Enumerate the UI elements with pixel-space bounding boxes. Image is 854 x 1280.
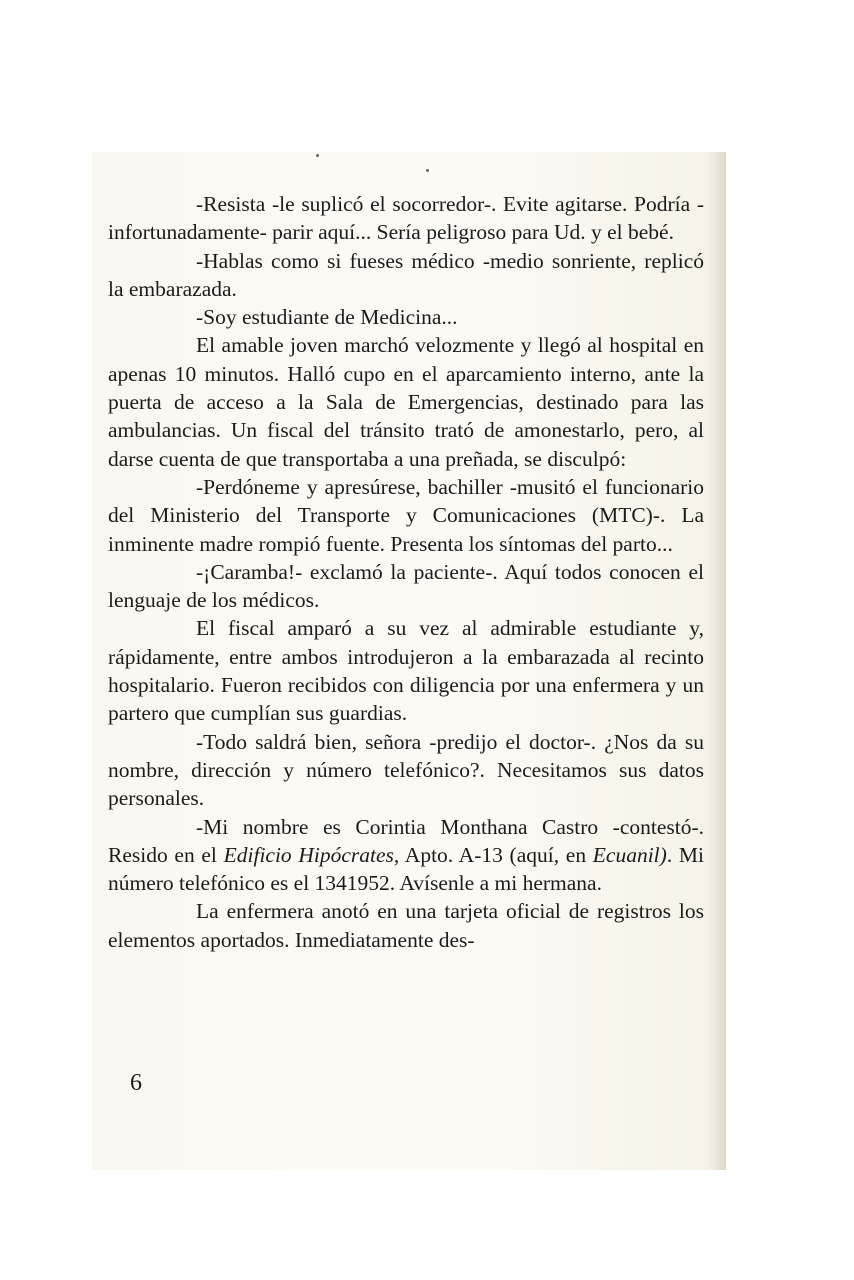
text-run: , Apto. A-13 (aquí, en	[393, 842, 593, 867]
paragraph: -Hablas como si fueses médico -medio sonriente, replicó la embarazada.	[108, 248, 704, 301]
paragraph: La enfermera anotó en una tarjeta oficial de registros los elementos aportados. Inmediatamente des-	[108, 899, 704, 952]
page-number: 6	[130, 1070, 142, 1096]
paragraph: -Resista -le suplicó el socorredor-. Evite agitarse. Podría -infortunadamente- parir aquí... Sería peligroso para Ud. y el bebé.	[108, 192, 704, 245]
paragraph: El amable joven marchó velozmente y llegó al hospital en apenas 10 minutos. Halló cupo en el aparcamiento interno, ante la puerta de acceso a la Sala de Emergencias, destinado para las ambulancias. Un fiscal del tránsito trató de amonestarlo, pero, al darse cuenta de que transportaba a una preñada, se disculpó:	[108, 333, 704, 471]
print-speck	[426, 169, 429, 172]
paragraph: El fiscal amparó a su vez al admirable estudiante y, rápidamente, entre ambos introdujeron a la embarazada al recinto hospitalario. Fueron recibidos con diligencia por una enfermera y un partero que cumplían sus guardias.	[108, 616, 704, 726]
paragraph: -Perdóneme y apresúrese, bachiller -musitó el funcionario del Ministerio del Transporte y Comunicaciones (MTC)-. La inminente madre rompió fuente. Presenta los síntomas del parto...	[108, 474, 704, 556]
text-run: . Mi número telefónico es el 1341952. Avísenle a mi hermana.	[108, 842, 704, 896]
text-run: -Mi nombre es Corintia Monthana Castro -contestó-. Resido en el	[108, 814, 704, 867]
paragraph: -Todo saldrá bien, señora -predijo el doctor-. ¿Nos da su nombre, dirección y número telefónico?. Necesitamos sus datos personales.	[108, 729, 704, 811]
paper-edge-shadow	[708, 152, 726, 1170]
print-speck	[316, 154, 319, 157]
building-name: Edificio Hipócrates	[223, 842, 394, 867]
paragraph: -Soy estudiante de Medicina...	[196, 305, 458, 330]
city-name: Ecuanil)	[592, 842, 667, 867]
paragraph-corintia	[108, 813, 704, 898]
paragraph: -¡Caramba!- exclamó la paciente-. Aquí todos conocen el lenguaje de los médicos.	[108, 559, 704, 613]
body-text	[108, 190, 704, 954]
